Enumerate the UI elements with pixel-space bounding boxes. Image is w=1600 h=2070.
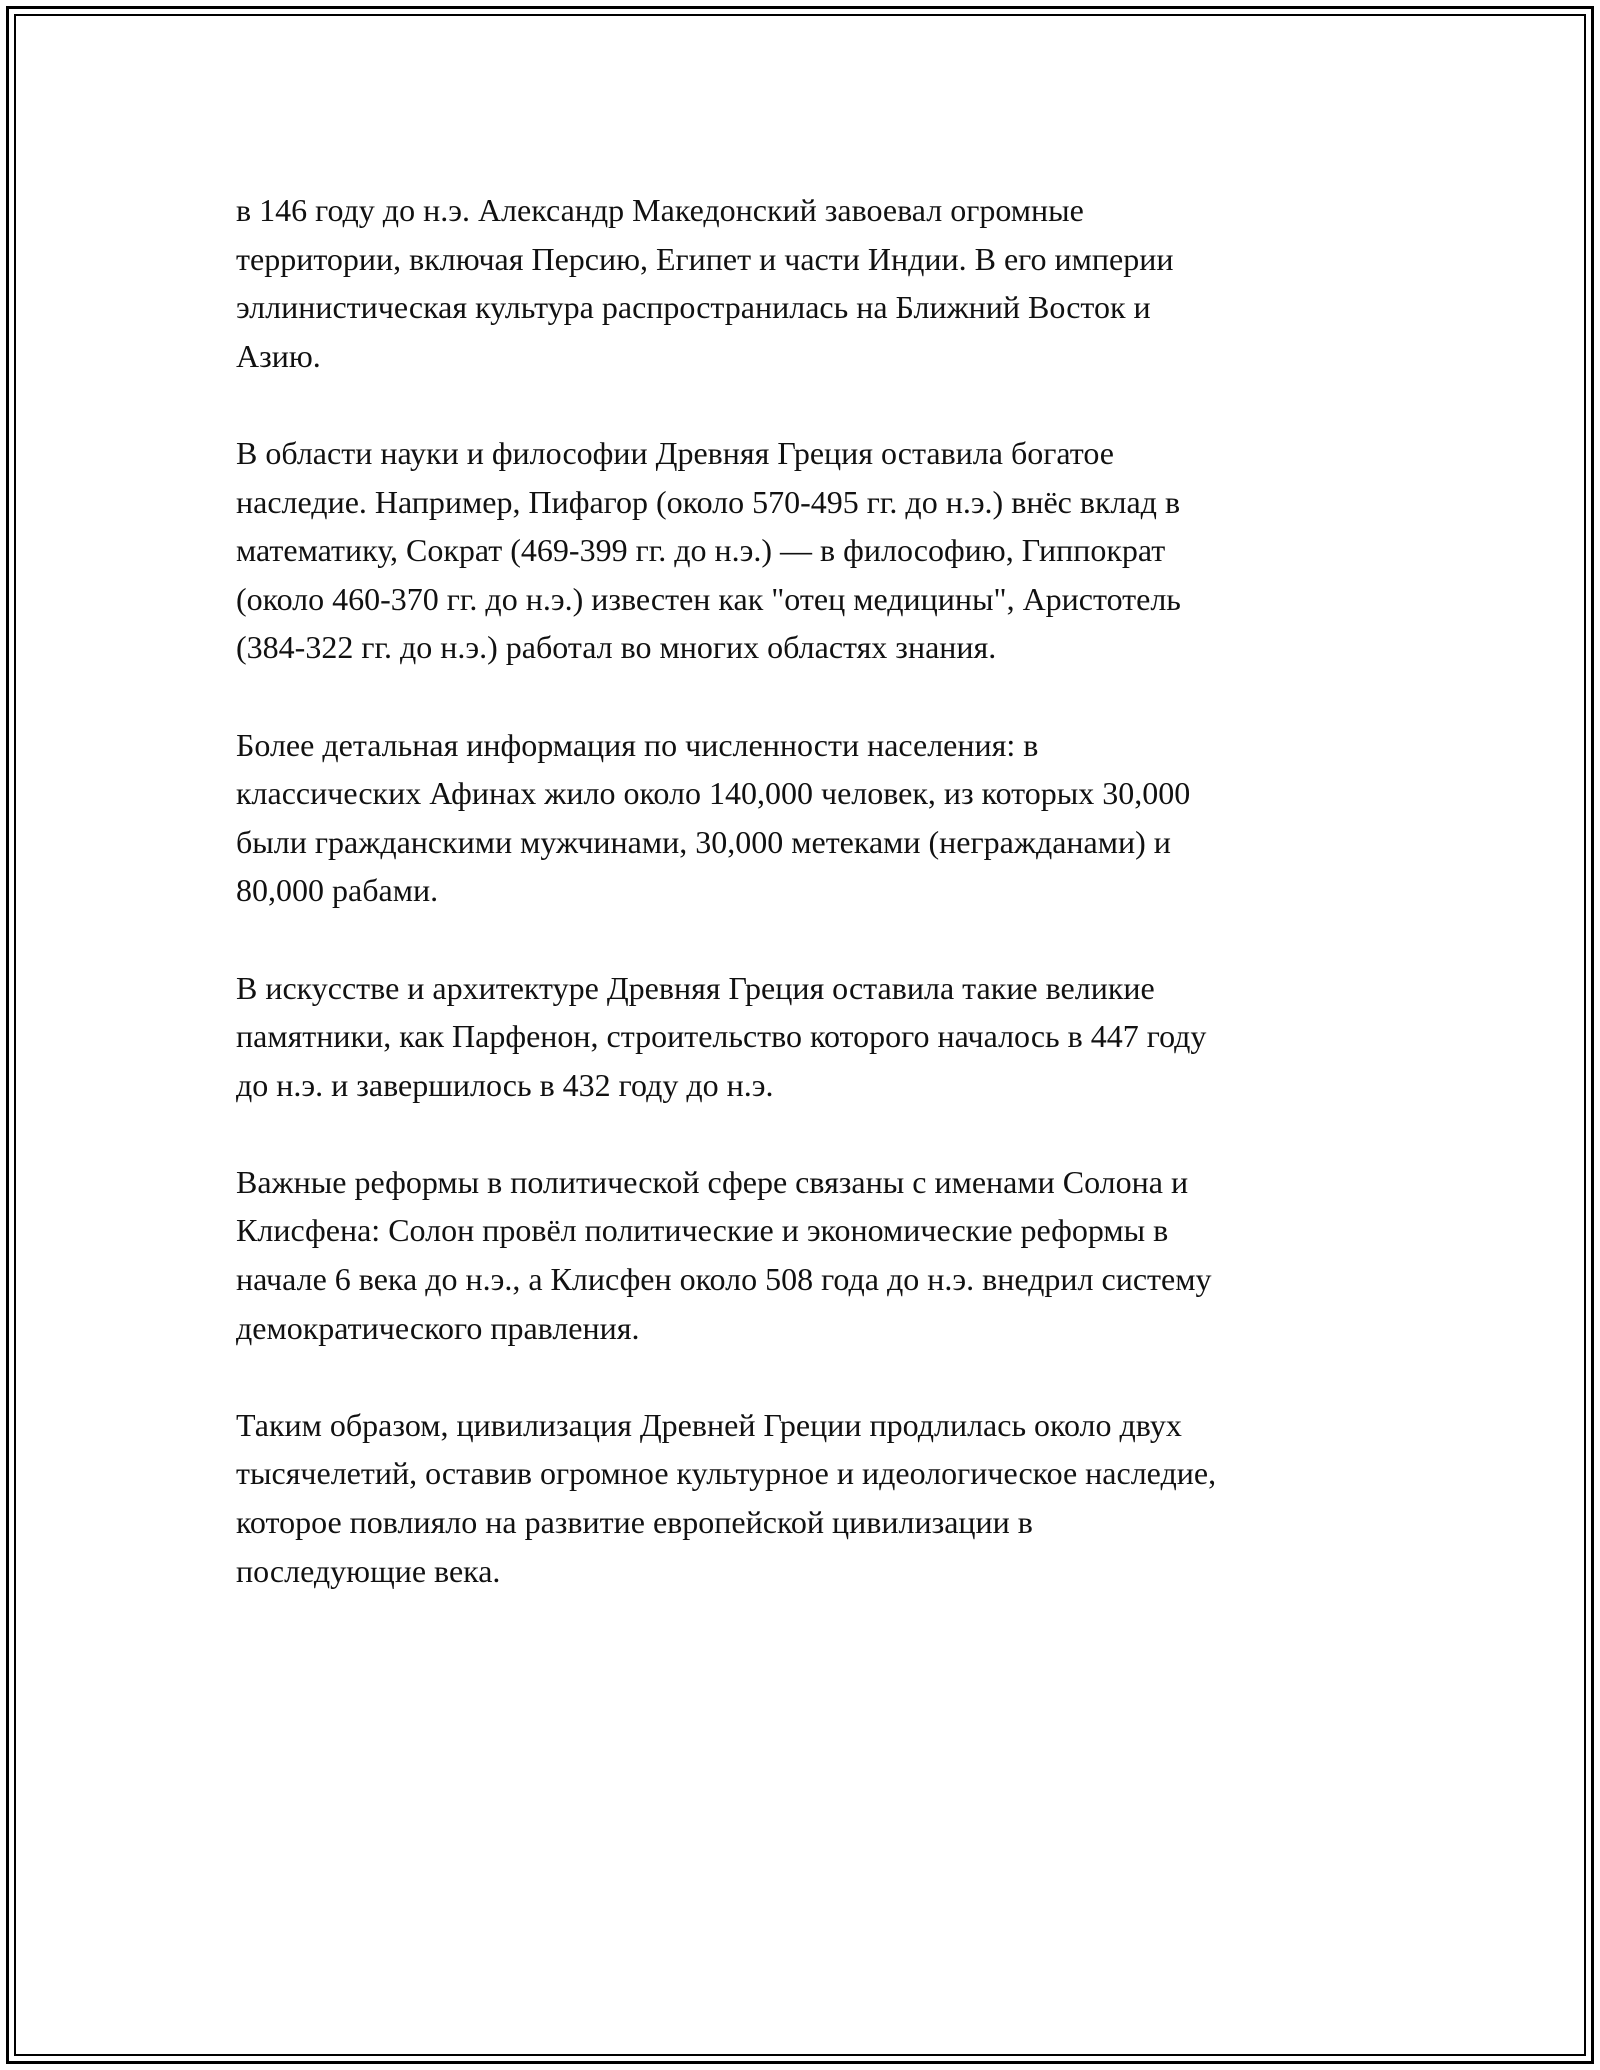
text-line: В области науки и философии Древняя Греция оставила богатое [236,434,1114,471]
document-body [236,186,1376,1595]
text-line: демократического правления. [236,1309,640,1346]
text-line: Важные реформы в политической сфере связаны с именами Солона и [236,1163,1189,1200]
text-line: наследие. Например, Пифагор (около 570-495 гг. до н.э.) внёс вклад в [236,483,1181,520]
paragraph-population [236,721,1376,915]
text-line: Более детальная информация по численности населения: в [236,726,1039,763]
text-line: были гражданскими мужчинами, 30,000 метеками (негражданами) и [236,823,1171,860]
text-line: классических Афинах жило около 140,000 человек, из которых 30,000 [236,775,1191,812]
text-line: Клисфена: Солон провёл политические и экономические реформы в [236,1212,1169,1249]
text-line: в 146 году до н.э. Александр Македонский завоевал огромные [236,192,1084,228]
text-line: 80,000 рабами. [236,872,439,909]
text-line: тысячелетий, оставив огромное культурное и идеологическое наследие, [236,1455,1217,1492]
text-line: (около 460-370 гг. до н.э.) известен как "отец медицины", Аристотель [236,580,1181,617]
paragraph-art-architecture [236,964,1376,1110]
text-line: до н.э. и завершилось в 432 году до н.э. [236,1066,774,1103]
text-line: эллинистическая культура распространилась на Ближний Восток и [236,289,1151,326]
text-line: Таким образом, цивилизация Древней Греции продлилась около двух [236,1406,1182,1443]
text-line: В искусстве и архитектуре Древняя Греция оставила такие великие [236,969,1155,1006]
paragraph-alexander [236,186,1376,380]
text-line: начале 6 века до н.э., а Клисфен около 508 года до н.э. внедрил систему [236,1261,1212,1298]
text-line: которое повлияло на развитие европейской цивилизации в [236,1504,1033,1541]
paragraph-conclusion [236,1401,1376,1595]
text-line: Азию. [236,337,321,374]
text-line: памятники, как Парфенон, строительство которого началось в 447 году [236,1018,1207,1055]
text-line: территории, включая Персию, Египет и части Индии. В его империи [236,240,1174,277]
paragraph-science-philosophy [236,429,1376,672]
text-line: последующие века. [236,1552,501,1589]
text-line: (384-322 гг. до н.э.) работал во многих областях знания. [236,629,997,666]
paragraph-political-reforms [236,1158,1376,1352]
text-line: математику, Сократ (469-399 гг. до н.э.) — в философию, Гиппократ [236,532,1166,569]
